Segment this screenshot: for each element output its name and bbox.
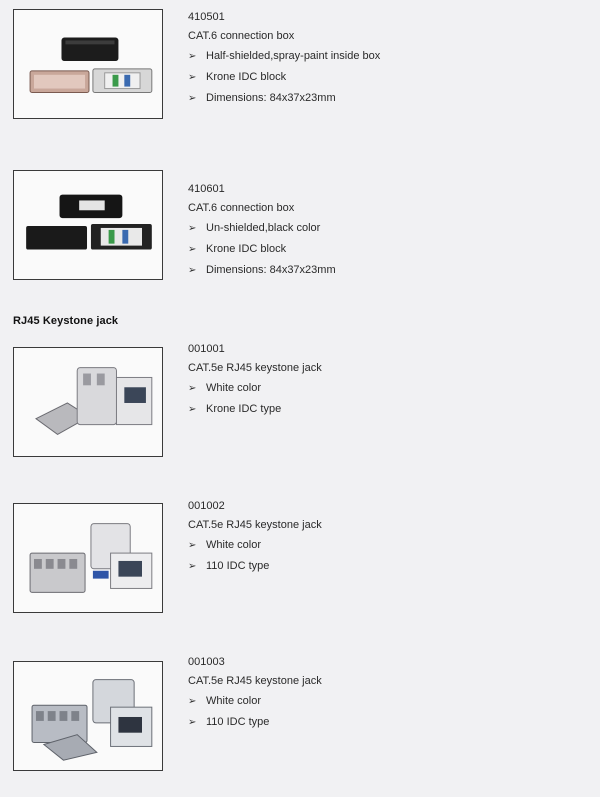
product-spec-410601 bbox=[188, 180, 588, 281]
arrow-icon: ➢ bbox=[188, 93, 197, 104]
product-photo-410601 bbox=[13, 170, 163, 280]
arrow-icon: ➢ bbox=[188, 244, 197, 255]
feature-item: ➢ 110 IDC type bbox=[188, 556, 588, 577]
arrow-icon: ➢ bbox=[188, 265, 197, 276]
connection-box-icon bbox=[14, 171, 162, 279]
arrow-icon: ➢ bbox=[188, 383, 197, 394]
product-code: 410601 bbox=[188, 183, 225, 195]
product-title: CAT.5e RJ45 keystone jack bbox=[188, 675, 322, 687]
arrow-icon: ➢ bbox=[188, 540, 197, 551]
product-code: 001002 bbox=[188, 500, 225, 512]
product-code: 001003 bbox=[188, 656, 225, 668]
feature-item: ➢ Krone IDC block bbox=[188, 67, 588, 88]
product-title: CAT.5e RJ45 keystone jack bbox=[188, 362, 322, 374]
section-title: RJ45 Keystone jack bbox=[13, 315, 119, 327]
arrow-icon: ➢ bbox=[188, 404, 197, 415]
product-photo-410501 bbox=[13, 9, 163, 119]
keystone-jack-icon bbox=[14, 348, 162, 456]
product-photo-001001 bbox=[13, 347, 163, 457]
product-spec-001002 bbox=[188, 497, 588, 577]
product-photo-001002 bbox=[13, 503, 163, 613]
feature-item: ➢ 110 IDC type bbox=[188, 712, 588, 733]
product-title: CAT.6 connection box bbox=[188, 30, 295, 42]
keystone-jack-icon bbox=[14, 662, 162, 770]
arrow-icon: ➢ bbox=[188, 561, 197, 572]
feature-item: ➢ Krone IDC block bbox=[188, 239, 588, 260]
feature-item: ➢ Un-shielded,black color bbox=[188, 218, 588, 239]
arrow-icon: ➢ bbox=[188, 717, 197, 728]
product-spec-001001 bbox=[188, 340, 588, 420]
product-code: 001001 bbox=[188, 343, 225, 355]
product-title: CAT.6 connection box bbox=[188, 202, 295, 214]
product-spec-001003 bbox=[188, 653, 588, 733]
keystone-jack-icon bbox=[14, 504, 162, 612]
product-photo-001003 bbox=[13, 661, 163, 771]
feature-item: ➢ Dimensions: 84x37x23mm bbox=[188, 88, 588, 109]
product-spec-410501 bbox=[188, 8, 588, 109]
arrow-icon: ➢ bbox=[188, 696, 197, 707]
feature-item: ➢ Krone IDC type bbox=[188, 399, 588, 420]
product-title: CAT.5e RJ45 keystone jack bbox=[188, 519, 322, 531]
arrow-icon: ➢ bbox=[188, 72, 197, 83]
product-code: 410501 bbox=[188, 11, 225, 23]
arrow-icon: ➢ bbox=[188, 223, 197, 234]
feature-item: ➢ White color bbox=[188, 691, 588, 712]
feature-item: ➢ Half-shielded,spray-paint inside box bbox=[188, 46, 588, 67]
arrow-icon: ➢ bbox=[188, 51, 197, 62]
feature-item: ➢ White color bbox=[188, 378, 588, 399]
feature-item: ➢ Dimensions: 84x37x23mm bbox=[188, 260, 588, 281]
connection-box-icon bbox=[14, 10, 162, 118]
feature-item: ➢ White color bbox=[188, 535, 588, 556]
